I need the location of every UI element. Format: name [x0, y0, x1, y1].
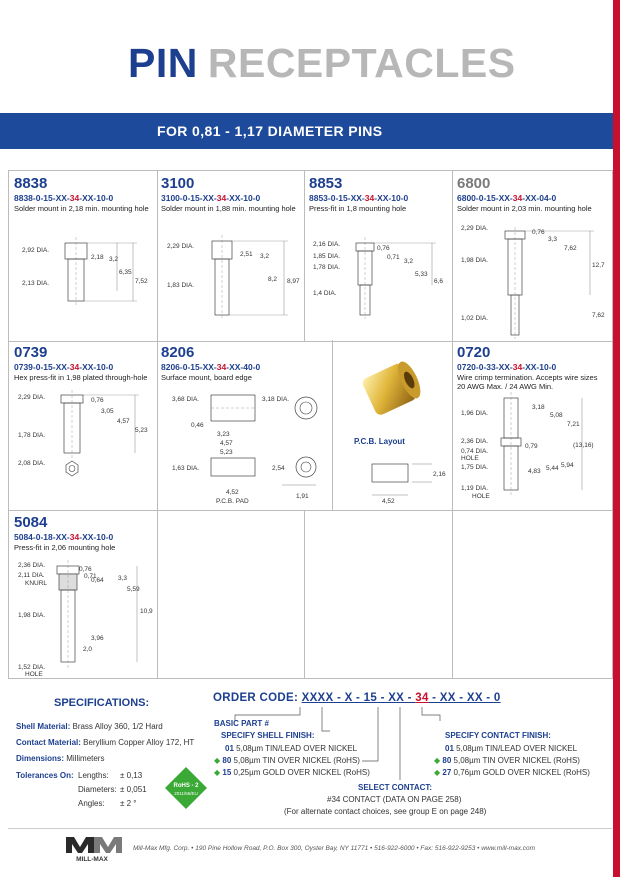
dim-label: 1,4 DIA. [313, 290, 337, 297]
spec-label: Shell Material: [16, 722, 71, 731]
option-code: 01 [225, 744, 234, 753]
code-prefix: 3100-0-15-XX- [161, 193, 217, 203]
part-number: 3100 [161, 175, 195, 192]
product-cell-8838 [8, 170, 158, 342]
dim-label: 7,62 [564, 245, 577, 252]
dim-label: 3,23 [217, 431, 230, 438]
code-suffix: -XX-40-0 [226, 362, 261, 372]
rohs-diamond-icon: ◆ [434, 756, 441, 765]
code-contact: 34 [69, 532, 80, 542]
part-number: 0720 [457, 344, 491, 361]
part-number: 6800 [457, 175, 491, 192]
drawing-6800 [452, 171, 612, 341]
code-prefix: 5084-0-18-XX- [14, 532, 70, 542]
tolerance-diameters-value [120, 785, 147, 794]
dim-label: 1,52 DIA. [18, 664, 46, 671]
dim-label: 0,76 [377, 245, 390, 252]
page-title [128, 40, 516, 87]
dim-label: 2,29 DIA. [461, 225, 489, 232]
product-cell-0720 [452, 340, 613, 511]
dim-label: 0,76 [532, 229, 545, 236]
tolerance-name: Diameters: [78, 785, 117, 794]
part-description: Hex press-fit in 1,98 plated through-hole [14, 373, 148, 382]
shell-finish-text: SPECIFY SHELL FINISH: [221, 731, 315, 740]
select-contact-note [284, 807, 486, 816]
tolerance-lengths [78, 771, 109, 780]
dim-label: 2,13 DIA. [22, 280, 50, 287]
code-prefix: 8838-0-15-XX- [14, 193, 70, 203]
part-description: Press-fit in 1,8 mounting hole [309, 204, 407, 213]
dim-label: 5,94 [561, 462, 574, 469]
code-contact: 34 [69, 362, 80, 372]
rohs-badge-icon [163, 765, 209, 811]
specifications-title: SPECIFICATIONS: [54, 697, 150, 709]
dim-label: 1,78 DIA. [18, 432, 46, 439]
tolerance-angles-value [120, 799, 136, 808]
footer-address: Mill-Max Mfg. Corp. • 190 Pine Hollow Road, P.O. Box 300, Oyster Bay, NY 11771 • 516-922-6000 • Fax: 516-922-9253 • www.mill-max.com [133, 845, 536, 852]
dim-label: 1,85 DIA. [313, 253, 341, 260]
option-text: 5,08µm TIN OVER NICKEL (RoHS) [233, 756, 360, 765]
rohs-diamond-icon: ◆ [434, 768, 441, 777]
option-code: 27 [442, 768, 452, 777]
option-code: 15 [222, 768, 232, 777]
dim-label: 7,21 [567, 421, 580, 428]
select-contact-note-text: (For alternate contact choices, see group E on page 248) [284, 807, 487, 816]
code-prefix: 8853-0-15-XX- [309, 193, 365, 203]
dim-label: 3,18 DIA. [262, 396, 290, 403]
dim-label: HOLE [472, 493, 490, 500]
code-suffix: -XX-10-0 [79, 362, 114, 372]
dim-label: 2,29 DIA. [167, 243, 195, 250]
dim-label: 3,18 [532, 404, 545, 411]
dim-label: 3,96 [91, 635, 104, 642]
dim-label: 4,52 [382, 498, 395, 505]
dim-label: 2,54 [272, 465, 285, 472]
shell-option-15 [214, 768, 370, 777]
code-contact: 34 [364, 193, 375, 203]
dim-label: 1,75 DIA. [461, 464, 489, 471]
part-description: Solder mount in 2,03 min. mounting hole [457, 204, 592, 213]
dim-label: 1,19 DIA. [461, 485, 489, 492]
spec-contact-material [16, 738, 194, 747]
dim-label: 2,92 DIA. [22, 247, 50, 254]
dim-label: 1,98 DIA. [461, 257, 489, 264]
part-number: 5084 [14, 514, 48, 531]
rohs-badge-line1: RoHS - 2 [173, 783, 199, 789]
spec-value: Beryllium Copper Alloy 172, HT [83, 738, 195, 747]
select-contact-value: #34 CONTACT (DATA ON PAGE 258) [327, 795, 462, 804]
contact-option-80 [434, 756, 580, 765]
code-prefix: 8206-0-15-XX- [161, 362, 217, 372]
product-cell-8206 [156, 340, 333, 511]
dim-label: 2,11 DIA. [18, 572, 45, 579]
code-suffix: -XX-10-0 [79, 193, 114, 203]
pcb-layout-title: P.C.B. Layout [354, 437, 405, 446]
part-number: 0739 [14, 344, 48, 361]
rohs-diamond-icon: ◆ [214, 768, 221, 777]
dim-label: 5,23 [135, 427, 148, 434]
contact-option-01 [445, 744, 577, 753]
dim-label: (13,16) [573, 442, 594, 449]
contact-finish-text: SPECIFY CONTACT FINISH: [445, 731, 551, 740]
dim-label: 1,83 DIA. [167, 282, 195, 289]
title-receptacles: RECEPTACLES [207, 40, 516, 86]
code-suffix: -XX-10-0 [226, 193, 261, 203]
drawing-8206 [156, 340, 332, 510]
empty-cell [304, 510, 453, 679]
option-code: 01 [445, 744, 454, 753]
receptacle-photo [332, 340, 452, 510]
dim-label: HOLE [461, 455, 479, 462]
basic-part-text: BASIC PART # [214, 719, 269, 728]
tolerance-value: ± 2 ° [120, 799, 137, 808]
product-cell-0739 [8, 340, 158, 511]
part-number: 8206 [161, 344, 195, 361]
dim-label: 1,63 DIA. [172, 465, 200, 472]
part-description: Solder mount in 2,18 min. mounting hole [14, 204, 149, 213]
order-code-contact: 34 [415, 692, 429, 704]
dim-label: 6,6 [434, 278, 444, 285]
contact-option-27 [434, 768, 590, 777]
code-suffix: -XX-10-0 [374, 193, 409, 203]
dim-label: 1,98 DIA. [18, 612, 46, 619]
dim-label: 5,44 [546, 465, 559, 472]
code-contact: 34 [69, 193, 80, 203]
tolerance-angles [78, 799, 105, 808]
spec-label: Contact Material: [16, 738, 81, 747]
dim-label: 2,0 [83, 646, 93, 653]
mill-max-logo-icon [60, 833, 124, 863]
order-code-tail: - XX - XX - 0 [428, 692, 501, 704]
part-number: 8853 [309, 175, 343, 192]
product-cell-8853 [304, 170, 453, 342]
option-text: 5,08µm TIN OVER NICKEL (RoHS) [453, 756, 580, 765]
order-code-label: ORDER CODE: [213, 692, 299, 704]
dim-label: 4,57 [220, 440, 233, 447]
drawing-5084 [9, 510, 157, 678]
order-code-part: XXXX - X - 15 - XX - [301, 692, 416, 704]
tolerances-label [16, 771, 74, 780]
dim-label: 0,71 [84, 573, 97, 580]
spec-label: Dimensions: [16, 754, 65, 763]
dim-label: KNURL [25, 580, 48, 587]
option-code: 80 [222, 756, 232, 765]
dim-label: 0,76 [91, 397, 104, 404]
select-contact-title [358, 783, 432, 792]
tolerance-name: Lengths: [78, 771, 109, 780]
dim-label: 1,91 [296, 493, 309, 500]
dim-label: 3,68 DIA. [172, 396, 200, 403]
empty-cell [156, 510, 305, 679]
basic-part-label [214, 719, 269, 728]
title-pin: PIN [128, 40, 198, 86]
dim-label: 1,78 DIA. [313, 264, 341, 271]
spec-dimensions [16, 754, 104, 763]
footer-divider [8, 828, 612, 829]
dim-label: 2,36 DIA. [18, 562, 46, 569]
subtitle-text: FOR 0,81 - 1,17 DIAMETER PINS [157, 123, 383, 139]
part-description: Press-fit in 2,06 mounting hole [14, 543, 116, 552]
code-contact: 34 [512, 362, 523, 372]
spec-label: Tolerances On: [16, 771, 74, 780]
dim-label: 5,08 [550, 412, 563, 419]
dim-label: 2,16 [433, 471, 446, 478]
code-prefix: 0739-0-15-XX- [14, 362, 70, 372]
dim-label: 2,18 [91, 254, 104, 261]
dim-label: 0,79 [525, 443, 538, 450]
dim-label: 5,33 [415, 271, 428, 278]
dim-label: 4,57 [117, 418, 130, 425]
empty-cell [452, 510, 613, 679]
select-contact-line [327, 795, 461, 804]
dim-label: 8,2 [268, 276, 278, 283]
drawing-8853 [304, 171, 452, 341]
dim-label: HOLE [25, 671, 43, 678]
shell-option-80 [214, 756, 360, 765]
tolerance-value: ± 0,13 [120, 771, 143, 780]
order-code-title [213, 692, 501, 704]
drawing-8838 [9, 171, 157, 341]
option-text: 5,08µm TIN/LEAD OVER NICKEL [236, 744, 358, 753]
spec-value: Millimeters [66, 754, 105, 763]
right-edge-bar [613, 0, 620, 877]
dim-label: 3,2 [109, 256, 119, 263]
code-suffix: -XX-10-0 [522, 362, 557, 372]
dim-label: 0,71 [387, 254, 400, 261]
product-cell-6800 [452, 170, 613, 342]
dim-label: 1,02 DIA. [461, 315, 489, 322]
dim-label: P.C.B. PAD [216, 498, 249, 505]
tolerance-diameters [78, 785, 117, 794]
dim-label: 5,59 [127, 586, 140, 593]
contact-finish-title [445, 731, 551, 740]
spec-value: Brass Alloy 360, 1/2 Hard [72, 722, 163, 731]
dim-label: 2,36 DIA. [461, 438, 489, 445]
part-description: Solder mount in 1,88 min. mounting hole [161, 204, 296, 213]
dim-label: 0,46 [191, 422, 204, 429]
code-contact: 34 [512, 193, 523, 203]
code-prefix: 6800-0-15-XX- [457, 193, 513, 203]
option-code: 80 [442, 756, 452, 765]
option-text: 0,76µm GOLD OVER NICKEL (RoHS) [453, 768, 590, 777]
part-description: Surface mount, board edge [161, 373, 252, 382]
tolerance-value: ± 0,051 [120, 785, 147, 794]
dim-label: 12,7 [592, 262, 605, 269]
code-contact: 34 [216, 362, 227, 372]
dim-label: 5,23 [220, 449, 233, 456]
code-suffix: -XX-10-0 [79, 532, 114, 542]
dim-label: 3,2 [404, 258, 414, 265]
dim-label: 7,62 [592, 312, 605, 319]
shell-finish-title [221, 731, 315, 740]
dim-label: 3,3 [118, 575, 128, 582]
dim-label: 1,96 DIA. [461, 410, 489, 417]
drawing-0720 [452, 340, 612, 510]
code-suffix: -XX-04-0 [522, 193, 557, 203]
rohs-badge-line2: 2011/65/EU [174, 791, 198, 796]
product-cell-5084 [8, 510, 158, 679]
drawing-0739 [9, 340, 157, 510]
drawing-3100 [156, 171, 304, 341]
dim-label: 4,52 [226, 489, 239, 496]
rohs-diamond-icon: ◆ [214, 756, 221, 765]
code-prefix: 0720-0-33-XX- [457, 362, 513, 372]
tolerance-name: Angles: [78, 799, 105, 808]
part-number: 8838 [14, 175, 48, 192]
tolerance-lengths-value [120, 771, 142, 780]
dim-label: 10,9 [140, 608, 153, 615]
dim-label: 3,2 [260, 253, 270, 260]
part-description: Wire crimp termination. Accepts wire sizes 20 AWG Max. / 24 AWG Min. [457, 373, 598, 391]
dim-label: 2,29 DIA. [18, 394, 46, 401]
option-text: 5,08µm TIN/LEAD OVER NICKEL [456, 744, 578, 753]
logo-text: MILL-MAX [76, 856, 108, 863]
product-grid [8, 170, 612, 678]
dim-label: 4,83 [528, 468, 541, 475]
dim-label: 8,97 [287, 278, 300, 285]
dim-label: 2,51 [240, 251, 253, 258]
dim-label: 2,08 DIA. [18, 460, 46, 467]
dim-label: 6,35 [119, 269, 132, 276]
dim-label: 0,74 DIA. [461, 448, 489, 455]
subtitle-banner [0, 113, 613, 149]
select-contact-text: SELECT CONTACT: [358, 783, 433, 792]
dim-label: 2,16 DIA. [313, 241, 341, 248]
pcb-layout-cell [332, 340, 453, 511]
dim-label: 0,76 [79, 566, 92, 573]
spec-shell-material [16, 722, 163, 731]
option-text: 0,25µm GOLD OVER NICKEL (RoHS) [233, 768, 370, 777]
shell-option-01 [225, 744, 357, 753]
dim-label: 3,3 [548, 236, 558, 243]
dim-label: 3,05 [101, 408, 114, 415]
dim-label: 7,52 [135, 278, 148, 285]
product-cell-3100 [156, 170, 305, 342]
dim-label: 0,64 [91, 577, 104, 584]
code-contact: 34 [216, 193, 227, 203]
